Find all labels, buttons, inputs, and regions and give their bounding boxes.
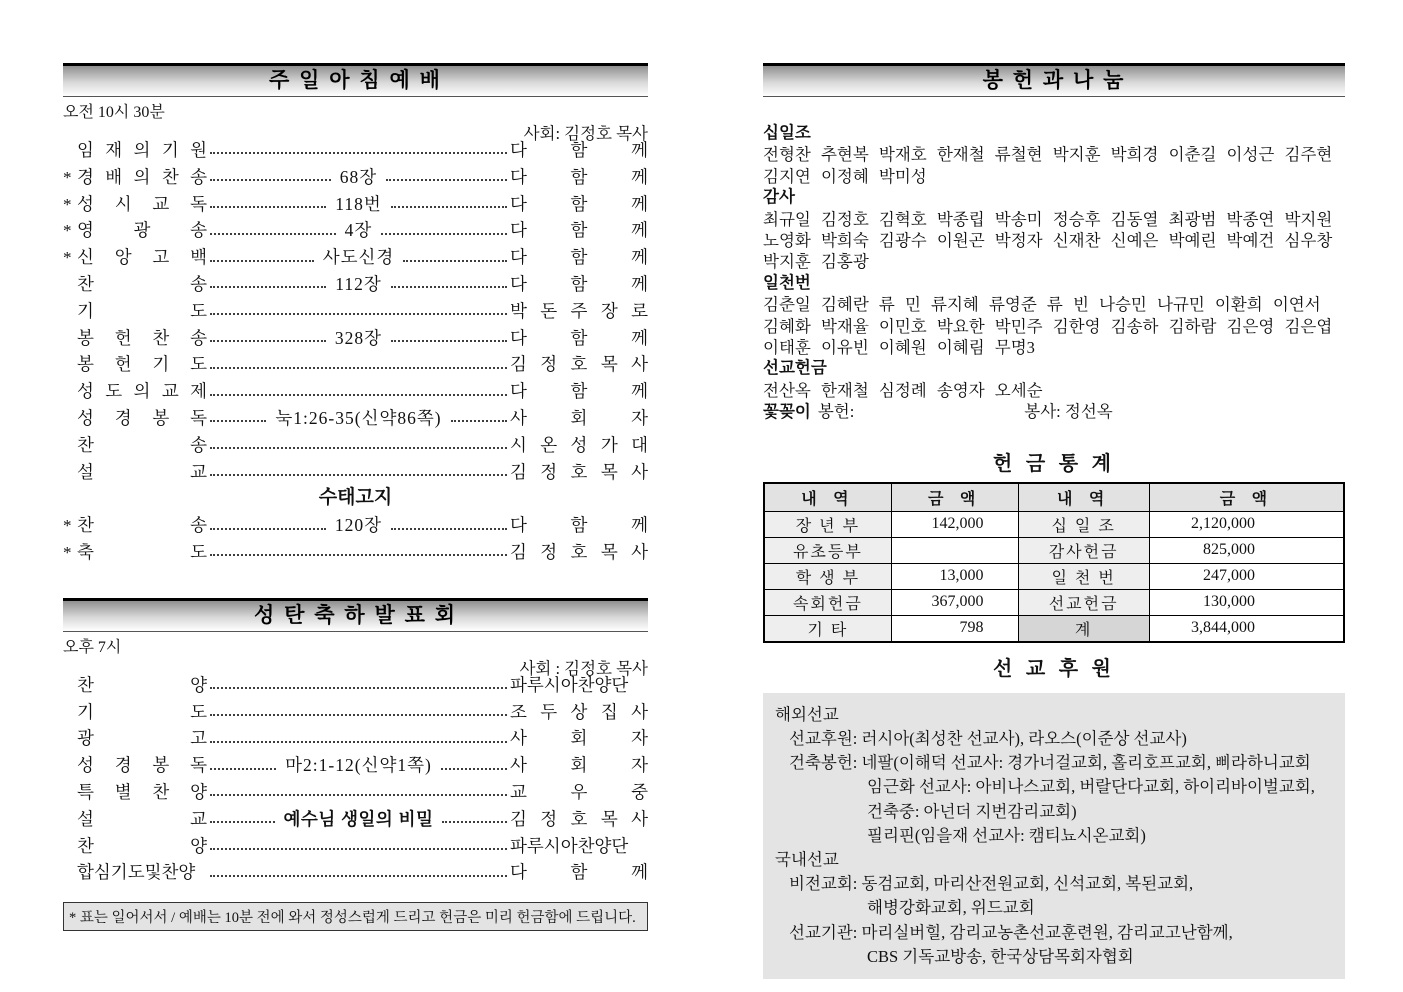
worship-order-list-closing [63,512,648,566]
stats-amount-cell [891,537,1018,563]
dot-leader [210,313,507,315]
mission-line: 해병강화교회, 위드교회 [867,898,1035,918]
worship-item-person: 김 정 호 목 사 [510,461,648,482]
flower-offering-offer: 봉헌: [817,402,855,422]
worship-item-person: 조 두 상 집 사 [510,701,648,722]
worship-item-label: 찬 송 [77,273,207,294]
offering-category-label: 십일조 [763,124,811,142]
worship-item-person: 시 온 성 가 대 [510,434,648,455]
stats-amount-cell: 130,000 [1149,589,1344,615]
offering-name-lists [763,123,1345,401]
dot-leader [210,367,507,369]
dot-leader [210,260,314,262]
dot-leader [403,260,507,262]
worship-item-label: 특 별 찬 양 [77,781,207,802]
flower-offering-label: 꽃꽂이 [763,403,811,422]
worship-row [63,325,648,352]
worship-item-detail: 328장 [334,327,383,348]
worship-item-label: 합심기도및찬양 [77,862,196,883]
stats-header-cell: 내 역 [764,483,891,512]
worship-row [63,191,648,218]
mission-line: 국내선교 [775,849,839,869]
offering-stats-title: 헌 금 통 계 [993,452,1115,475]
mission-support-box [763,693,1345,979]
offering-category-label: 선교헌금 [763,359,827,378]
dot-leader [210,875,507,877]
stats-amount-cell: 2,120,000 [1149,511,1344,537]
star-marker: * [63,542,72,562]
stats-category-cell: 학 생 부 [764,563,891,589]
stats-row [764,511,1344,537]
stats-amount-cell: 3,844,000 [1149,615,1344,642]
stats-amount-cell: 247,000 [1149,563,1344,589]
worship-item-person: 다 함 께 [510,273,649,294]
worship-item-person: 사 회 자 [510,755,648,776]
worship-row [63,512,648,539]
worship-row [63,459,648,486]
dot-leader [210,741,507,743]
worship-row [63,298,648,325]
worship-row [63,672,648,699]
worship-row [63,699,648,726]
worship-item-label: 봉 헌 기 도 [77,354,207,375]
section-christmas-program [63,598,648,886]
dot-leader [210,206,326,208]
worship-row [63,351,648,378]
dot-leader [210,286,326,288]
worship-item-person: 다 함 께 [510,381,648,402]
worship-item-detail: 112장 [335,273,382,294]
worship-item-detail: 마2:1-12(신약1쪽) [285,755,432,776]
offering-category-label: 감사 [763,188,795,207]
section-title-christmas-program: 성 탄 축 하 발 표 회 [253,603,457,627]
left-column [63,63,648,931]
worship-row [63,164,648,191]
mission-support-title: 선 교 후 원 [993,657,1115,680]
offering-names-line: 노영화 박희숙 김광수 이원곤 박정자 신재찬 신예은 박예린 박예건 심우창 [763,231,1333,251]
dot-leader [210,340,326,342]
worship-row [63,137,648,164]
offering-category-label: 일천번 [763,273,811,292]
worship-item-label: 경 배 의 찬 송 [77,166,207,187]
dot-leader [210,768,276,770]
offering-names-line: 최규일 김정호 김혁호 박종립 박송미 정승후 김동열 최광범 박종연 박지원 [763,209,1333,229]
worship-item-label: 축 도 [77,541,207,562]
worship-item-label: 광 고 [77,728,207,749]
stats-header-cell: 내 역 [1018,483,1149,512]
flower-offering-server: 봉사: 정선옥 [1024,402,1113,422]
worship-item-label: 성 시 교 독 [77,193,207,214]
worship-item-label: 기 도 [77,701,207,722]
stats-row [764,537,1344,563]
stats-row [764,563,1344,589]
worship-item-detail: 120장 [334,515,383,536]
worship-item-label: 봉 헌 찬 송 [77,327,207,348]
worship-item-person: 다 함 께 [510,140,648,160]
stats-header-cell: 금 액 [891,483,1018,512]
mission-line: 필리핀(임을재 선교사: 캠티뇨시온교회) [867,825,1146,845]
dot-leader [441,768,507,770]
worship-item-person: 교 우 중 [510,781,648,802]
dot-leader [210,179,331,181]
worship-item-person: 다 함 께 [510,515,648,536]
worship-row [63,405,648,432]
worship-item-label: 성 경 봉 독 [77,407,207,428]
stats-category-cell: 계 [1018,615,1149,642]
worship-item-label: 찬 송 [77,434,207,455]
dot-leader [391,206,507,208]
worship-item-person: 다 함 께 [510,327,648,348]
dot-leader [391,340,507,342]
sermon-subtitle: 수태고지 [318,487,393,509]
worship-item-label: 찬 양 [77,674,207,695]
program-time: 오후 7시 [63,638,122,656]
dot-leader [210,794,507,796]
worship-row [63,217,648,244]
offering-names-line: 이태훈 이유빈 이혜원 이혜림 무명3 [763,338,1035,358]
worship-item-label: 임 재 의 기 원 [77,140,207,160]
stats-header-row [764,483,1344,512]
service-time: 오전 10시 30분 [63,104,165,121]
offering-stats-table [763,482,1345,643]
stats-amount-cell: 798 [891,615,1018,642]
offering-names-line: 김지연 이정혜 박미성 [763,166,927,186]
star-marker: * [63,194,72,214]
stats-category-cell: 선교헌금 [1018,589,1149,615]
dot-leader [210,554,507,556]
worship-item-label: 영 광 송 [77,220,207,241]
worship-item-person: 김 정 호 목 사 [510,808,648,829]
stats-category-cell: 감사헌금 [1018,537,1149,563]
dot-leader [210,394,507,396]
mission-line: 건축중: 아넌더 지번감리교회) [867,801,1077,821]
dot-leader [386,179,507,181]
worship-row [63,432,648,459]
worship-row [63,859,648,886]
stats-category-cell: 속회헌금 [764,589,891,615]
worship-item-person: 다 함 께 [510,220,648,241]
section-header-christmas-program [63,598,648,632]
worship-row [63,271,648,298]
worship-item-person: 사 회 자 [510,407,648,428]
worship-item-label: 성 경 봉 독 [77,755,207,776]
star-marker: * [63,248,72,268]
worship-item-label: 찬 양 [77,835,207,856]
dot-leader [381,233,507,235]
worship-row [63,752,648,779]
worship-row [63,539,648,566]
dot-leader [210,848,507,850]
program-meta [63,634,648,678]
mission-line: CBS 기독교방송, 한국상담목회자협회 [867,946,1134,966]
flower-offering-line [763,401,1345,423]
worship-item-detail: 68장 [339,166,378,187]
offering-names-line: 전산옥 한재철 심정례 송영자 오세순 [763,380,1043,400]
worship-item-person: 김 정 호 목 사 [510,541,648,562]
worship-item-label: 신 앙 고 백 [77,247,207,268]
mission-line: 임근화 선교사: 아비나스교회, 버랄단다교회, 하이리바이벌교회, [867,777,1315,797]
worship-row [63,806,648,833]
worship-item-person: 파루시아찬양단 [510,674,629,695]
right-column [763,63,1345,979]
worship-item-person: 사 회 자 [510,728,648,749]
offering-names-line: 김혜화 박재율 이민호 박요한 박민주 김한영 김송하 김하람 김은영 김은엽 [763,316,1333,336]
worship-row [63,833,648,860]
dot-leader [391,286,507,288]
dot-leader [210,528,326,530]
stats-category-cell: 기 타 [764,615,891,642]
worship-row [63,725,648,752]
offering-names-line: 김춘일 김혜란 류 민 류지혜 류영준 류 빈 나승민 나규민 이환희 이연서 [763,295,1321,315]
dot-leader [391,528,507,530]
star-marker: * [63,516,72,536]
worship-item-person: 다 함 께 [510,862,648,883]
dot-leader [210,687,507,689]
star-marker: * [63,167,72,187]
footnote-text: * 표는 일어서서 / 예배는 10분 전에 와서 정성스럽게 드리고 헌금은 미리 헌금함에 드립니다. [69,910,636,927]
stats-row [764,615,1344,642]
dot-leader [210,152,507,154]
program-mc-line: 사회 : 김정호 목사 [519,658,648,678]
section-title-morning-worship: 주 일 아 침 예 배 [269,69,442,92]
mc-line: 사회: 김정호 목사 [523,124,648,143]
worship-item-detail: 사도신경 [322,247,395,268]
mission-line: 비전교회: 동검교회, 마리산전원교회, 신석교회, 복된교회, [789,874,1194,894]
worship-item-label: 찬 송 [77,515,207,536]
worship-item-detail: 눅1:26-35(신약86쪽) [275,407,442,428]
star-marker: * [63,221,72,241]
worship-row [63,244,648,271]
mission-line: 건축봉헌: 네팔(이해덕 선교사: 경가너걸교회, 홀리호프교회, 삐라하니교회 [789,753,1311,773]
section-title-offering: 봉 헌 과 나 눔 [982,69,1126,92]
offering-names-line: 박지훈 김홍광 [763,252,869,272]
worship-item-label: 설 교 [77,808,207,829]
stats-amount-cell: 13,000 [891,563,1018,589]
dot-leader [210,714,507,716]
worship-item-label: 설 교 [77,461,207,482]
stats-header-cell: 금 액 [1149,483,1344,512]
worship-item-person: 다 함 께 [510,193,649,214]
dot-leader [210,474,507,476]
stats-amount-cell: 142,000 [891,511,1018,537]
worship-row [63,378,648,405]
worship-item-detail: 118번 [335,193,382,214]
mission-line: 해외선교 [775,704,839,724]
program-order-list [63,672,648,886]
stats-amount-cell: 367,000 [891,589,1018,615]
stats-category-cell: 일 천 번 [1018,563,1149,589]
stats-category-cell: 십 일 조 [1018,511,1149,537]
service-meta [63,99,648,143]
worship-item-person: 다 함 께 [510,247,648,268]
worship-item-detail: 예수님 생일의 비밀 [283,808,434,829]
stats-category-cell: 장 년 부 [764,511,891,537]
mission-line: 선교기관: 마리실버힐, 감리교농촌선교훈련원, 감리교고난함께, [789,922,1233,942]
dot-leader [210,821,275,823]
worship-item-person: 파루시아찬양단 [510,835,629,856]
worship-row [63,779,648,806]
mission-line: 선교후원: 러시아(최성찬 선교사), 라오스(이준상 선교사) [789,728,1187,748]
offering-names-line: 전형찬 추현복 박재호 한재철 류철현 박지훈 박희경 이춘길 이성근 김주현 [763,145,1333,165]
dot-leader [210,447,507,449]
worship-item-person: 박 돈 주 장 로 [510,300,648,321]
section-morning-worship [63,63,648,566]
dot-leader [210,233,336,235]
section-header-morning-worship [63,63,648,97]
section-header-offering [763,63,1345,97]
dot-leader [442,821,507,823]
stats-amount-cell: 825,000 [1149,537,1344,563]
stats-row [764,589,1344,615]
worship-item-detail: 4장 [344,220,373,241]
footnote-box [63,902,648,931]
worship-item-person: 김 정 호 목 사 [510,354,648,375]
worship-item-label: 성 도 의 교 제 [77,381,207,402]
worship-order-list [63,137,648,485]
dot-leader [210,420,266,422]
dot-leader [451,420,507,422]
stats-category-cell: 유초등부 [764,537,891,563]
worship-item-person: 다 함 께 [510,166,648,187]
worship-item-label: 기 도 [77,300,207,321]
